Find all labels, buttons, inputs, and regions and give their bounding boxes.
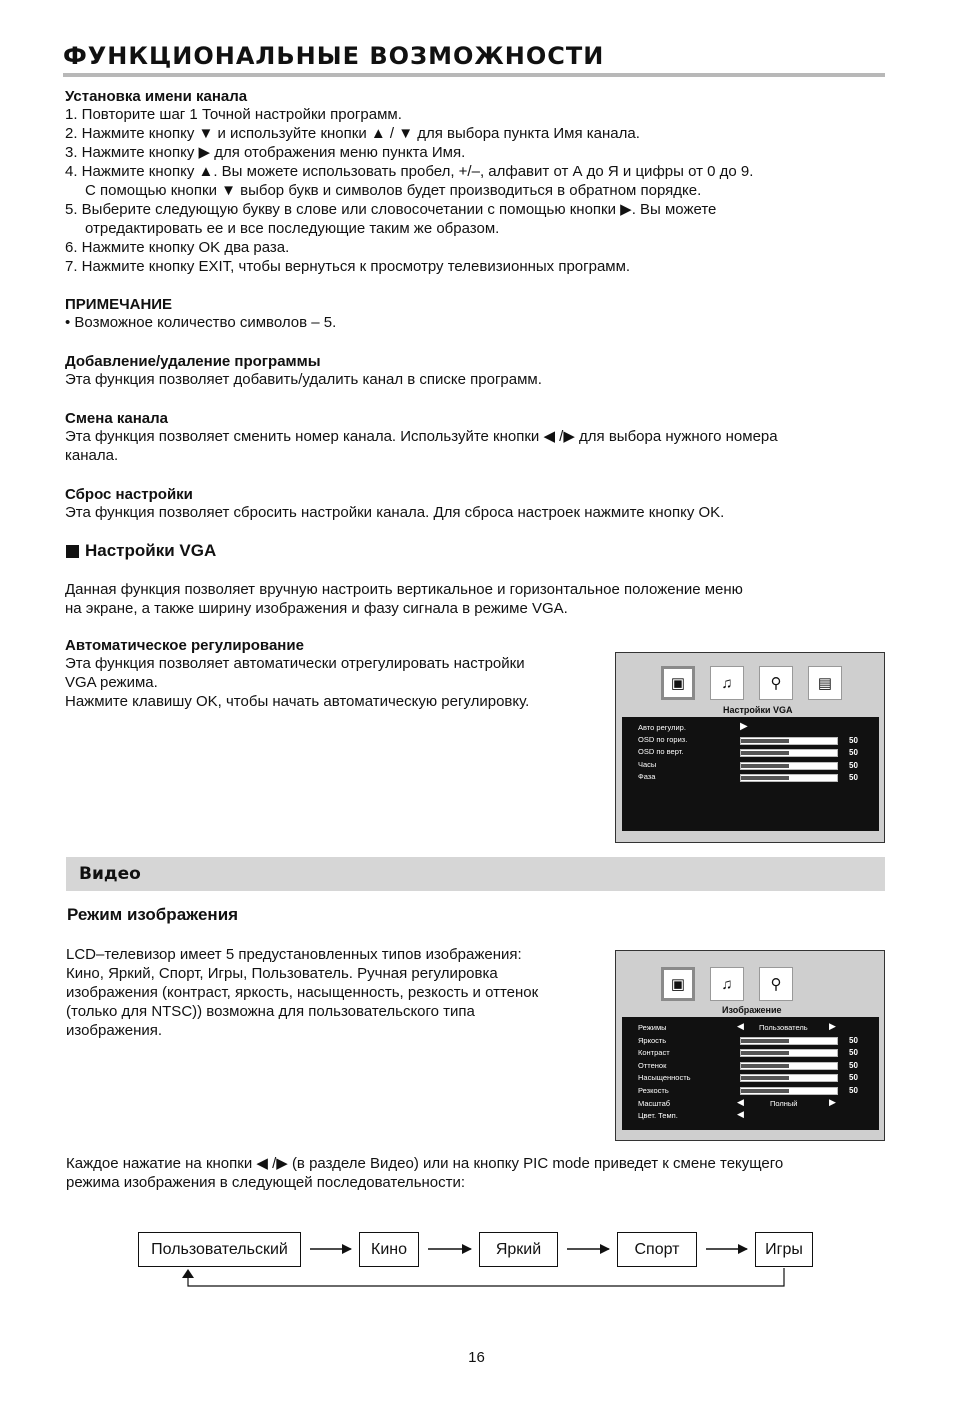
- note-text: • Возможное количество символов – 5.: [65, 314, 337, 331]
- picture-mode-line: LCD–телевизор имеет 5 предустановленных типов изображения:: [66, 946, 522, 963]
- slider-value: 50: [849, 1073, 858, 1082]
- picture-icon: ▣: [661, 666, 695, 700]
- change-channel-text: канала.: [65, 447, 119, 464]
- vga-menu-title: Настройки VGA: [723, 705, 793, 715]
- vga-text: на экране, а также ширину изображения и фазу сигнала в режиме VGA.: [65, 600, 568, 617]
- menu-row-label[interactable]: OSD по верт.: [638, 747, 684, 756]
- flow-box-cinema: Кино: [359, 1232, 419, 1267]
- slider-value: 50: [849, 1061, 858, 1070]
- menu-row-label[interactable]: Режимы: [638, 1023, 667, 1032]
- slider-value: 50: [849, 1036, 858, 1045]
- step-line: 2. Нажмите кнопку ▼ и используйте кнопки ▲ / ▼ для выбора пункта Имя канала.: [65, 125, 640, 142]
- channel-name-heading: Установка имени канала: [65, 88, 248, 105]
- menu-row-label[interactable]: Контраст: [638, 1048, 670, 1057]
- slider-value: 50: [849, 1048, 858, 1057]
- auto-text: Эта функция позволяет автоматически отрегулировать настройки: [65, 655, 525, 672]
- step-line: отредактировать ее и все последующие таким же образом.: [85, 220, 500, 237]
- cycle-line: Каждое нажатие на кнопки ◀ /▶ (в разделе Видео) или на кнопку PIC mode приведет к смене текущего: [66, 1155, 784, 1172]
- step-line: 5. Выберите следующую букву в слове или словосочетании с помощью кнопки ▶. Вы можете: [65, 201, 717, 218]
- vga-heading-text: Настройки VGA: [85, 541, 217, 560]
- step-line: С помощью кнопки ▼ выбор букв и символов будет производиться в обратном порядке.: [85, 182, 702, 199]
- menu-row-label[interactable]: Насыщенность: [638, 1073, 691, 1082]
- auto-text: VGA режима.: [65, 674, 158, 691]
- add-delete-text: Эта функция позволяет добавить/удалить канал в списке программ.: [65, 371, 542, 388]
- slider-value: 50: [849, 773, 858, 782]
- step-line: 6. Нажмите кнопку OK два раза.: [65, 239, 290, 256]
- add-delete-heading: Добавление/удаление программы: [65, 353, 321, 370]
- change-channel-heading: Смена канала: [65, 410, 168, 427]
- picture-mode-line: изображения (контраст, яркость, насыщенность, резкость и оттенок: [66, 984, 539, 1001]
- menu-row-label[interactable]: Резкость: [638, 1086, 669, 1095]
- flow-box-games: Игры: [755, 1232, 813, 1267]
- tv-icon: ▤: [808, 666, 842, 700]
- right-arrow-icon[interactable]: ▶: [829, 1021, 836, 1031]
- option-value: Пользователь: [759, 1023, 808, 1032]
- picture-icon: ▣: [661, 967, 695, 1001]
- flow-box-bright: Яркий: [479, 1232, 558, 1267]
- arrow-up-icon: [182, 1269, 194, 1278]
- menu-row-label[interactable]: Авто регулир.: [638, 723, 686, 732]
- step-line: 7. Нажмите кнопку EXIT, чтобы вернуться к просмотру телевизионных программ.: [65, 258, 631, 275]
- return-arrow-line: [188, 1268, 784, 1286]
- menu-row-label[interactable]: Фаза: [638, 772, 656, 781]
- menu-row-label[interactable]: Оттенок: [638, 1061, 667, 1070]
- reset-text: Эта функция позволяет сбросить настройки канала. Для сброса настроек нажмите кнопку OK.: [65, 504, 725, 521]
- step-line: 4. Нажмите кнопку ▲. Вы можете использовать пробел, +/–, алфавит от А до Я и цифры от 0 до 9.: [65, 163, 754, 180]
- wrench-icon: ⚲: [759, 967, 793, 1001]
- slider-value: 50: [849, 736, 858, 745]
- menu-row-label[interactable]: Цвет. Темп.: [638, 1111, 678, 1120]
- step-line: 1. Повторите шаг 1 Точной настройки программ.: [65, 106, 402, 123]
- left-arrow-icon[interactable]: ◀: [737, 1097, 744, 1107]
- change-channel-text: Эта функция позволяет сменить номер канала. Используйте кнопки ◀ /▶ для выбора нужного номера: [65, 428, 778, 445]
- reset-heading: Сброс настройки: [65, 486, 193, 503]
- slider-value: 50: [849, 1086, 858, 1095]
- wrench-icon: ⚲: [759, 666, 793, 700]
- flow-box-sport: Спорт: [617, 1232, 697, 1267]
- picture-mode-line: Кино, Яркий, Спорт, Игры, Пользователь. Ручная регулировка: [66, 965, 498, 982]
- option-value: Полный: [770, 1099, 798, 1108]
- note-heading: ПРИМЕЧАНИЕ: [65, 296, 173, 313]
- video-band-label: Видео: [79, 864, 141, 884]
- cycle-line: режима изображения в следующей последовательности:: [66, 1174, 466, 1191]
- picture-mode-line: изображения.: [66, 1022, 163, 1039]
- auto-heading: Автоматическое регулирование: [65, 637, 304, 654]
- page-number: 16: [468, 1349, 485, 1366]
- vga-text: Данная функция позволяет вручную настроить вертикальное и горизонтальное положение меню: [65, 581, 743, 598]
- menu-row-label[interactable]: OSD по гориз.: [638, 735, 688, 744]
- right-arrow-icon: ▶: [740, 721, 748, 732]
- menu-row-label[interactable]: Масштаб: [638, 1099, 671, 1108]
- menu-row-label[interactable]: Часы: [638, 760, 657, 769]
- auto-text: Нажмите клавишу OK, чтобы начать автоматическую регулировку.: [65, 693, 530, 710]
- right-arrow-icon[interactable]: ▶: [829, 1097, 836, 1107]
- page-title: ФУНКЦИОНАЛЬНЫЕ ВОЗМОЖНОСТИ: [63, 42, 605, 70]
- picture-mode-line: (только для NTSC)) возможна для пользовательского типа: [66, 1003, 475, 1020]
- left-arrow-icon[interactable]: ◀: [737, 1021, 744, 1031]
- picture-menu-title: Изображение: [722, 1005, 782, 1015]
- step-line: 3. Нажмите кнопку ▶ для отображения меню пункта Имя.: [65, 144, 466, 161]
- left-arrow-icon[interactable]: ◀: [737, 1109, 744, 1119]
- picture-mode-heading: Режим изображения: [67, 905, 239, 924]
- slider-value: 50: [849, 748, 858, 757]
- slider-value: 50: [849, 761, 858, 770]
- sound-icon: ♫: [710, 666, 744, 700]
- sound-icon: ♫: [710, 967, 744, 1001]
- menu-row-label[interactable]: Яркость: [638, 1036, 667, 1045]
- flow-box-user: Пользовательский: [138, 1232, 301, 1267]
